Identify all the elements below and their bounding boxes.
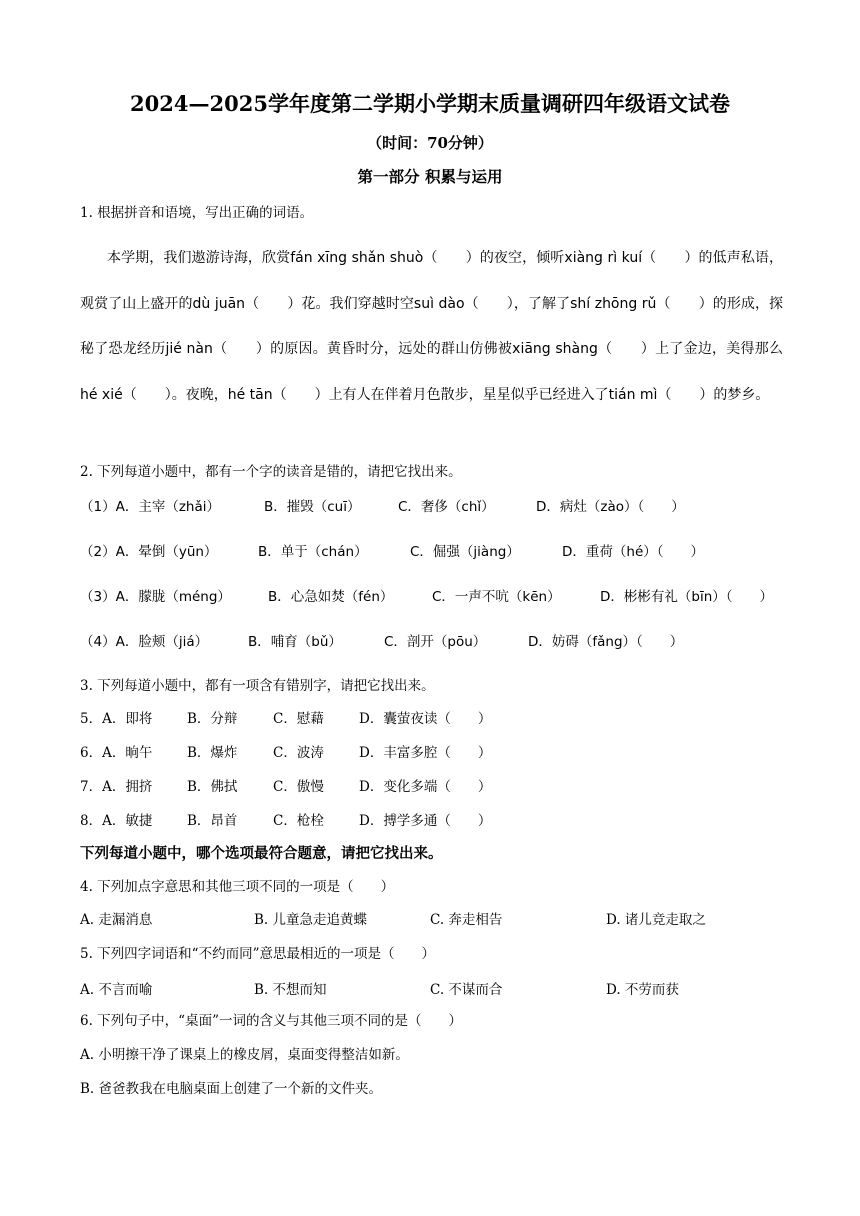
pinyin: shí zhōng rǔ — [570, 295, 657, 312]
option-d: D．重荷（hé）（ ） — [562, 544, 705, 560]
pinyin: tián mì — [608, 386, 658, 403]
option-b: B．佛拭 — [187, 779, 238, 795]
option-c: C. 奔走相告 — [430, 912, 503, 928]
q1-passage — [80, 236, 783, 418]
pinyin: fán xīng shǎn shuò — [290, 250, 424, 266]
option-d: D．囊萤夜读（ ） — [359, 711, 492, 727]
option-a: A. 走漏消息 — [80, 912, 153, 928]
pinyin: hé xié — [80, 386, 123, 403]
option-c: C．波涛 — [273, 745, 324, 761]
q3-stem: 3. 下列每道小题中，都有一项含有错别字，请把它找出来。 — [80, 678, 435, 694]
option-b: B. 儿童急走追黄蝶 — [254, 912, 368, 928]
option-b: B．昂首 — [187, 813, 238, 829]
passage-text: （ ）的低声私语，观赏了山上盛开的 — [80, 250, 784, 312]
q5-stem: 5. 下列四字词语和“不约而同”意思最相近的一项是（ ） — [80, 946, 435, 962]
option-d: D. 诸儿竞走取之 — [606, 912, 706, 928]
option-d: D．病灶（zào）（ ） — [536, 499, 685, 515]
passage-text: （ ）。夜晚， — [122, 386, 228, 403]
q6-stem: 6. 下列句子中，“桌面”一词的含义与其他三项不同的是（ ） — [80, 1013, 462, 1029]
option-c: C．慰藉 — [273, 711, 324, 727]
q1-stem: 1. 根据拼音和语境，写出正确的词语。 — [80, 205, 314, 221]
option-c: C. 不谋而合 — [430, 982, 503, 998]
pinyin: xiāng shàng — [512, 341, 598, 357]
option-b: B. 不想而知 — [254, 982, 327, 998]
option-b: B．分辩 — [187, 711, 238, 727]
option-a: （2）A．晕倒（yūn） — [80, 544, 218, 560]
pinyin: xiàng rì kuí — [564, 250, 643, 266]
pinyin: dù juān — [192, 295, 246, 312]
passage-text: （ ），了解了 — [464, 295, 571, 312]
option-a: 5．A．即将 — [80, 711, 153, 727]
option-a: （4）A．脸颊（jiá） — [80, 634, 209, 650]
pinyin: suì dào — [413, 295, 465, 312]
option-a: （1）A．主宰（zhǎi） — [80, 499, 220, 515]
pinyin: hé tān — [227, 386, 273, 403]
pinyin: jié nàn — [165, 341, 213, 357]
option-d: D．妨碍（fǎng）（ ） — [528, 634, 684, 650]
option-c: C．枪栓 — [273, 813, 324, 829]
passage-text: （ ）花。我们穿越时空 — [245, 295, 414, 312]
option-c: C．倔强（jiàng） — [410, 544, 520, 560]
passage-text: （ ）上了金边，美得那么 — [597, 341, 784, 357]
exam-title: 2024—2025学年度第二学期小学期末质量调研四年级语文试卷 — [130, 91, 730, 116]
q6-option-b: B. 爸爸教我在电脑桌面上创建了一个新的文件夹。 — [80, 1081, 383, 1097]
passage-text: （ ）的原因。黄昏时分，远处的群山仿佛被 — [212, 341, 513, 357]
option-d: D．丰富多腔（ ） — [359, 745, 492, 761]
option-b: B．摧毁（cuī） — [264, 499, 361, 515]
passage-text: （ ）的夜空，倾听 — [423, 250, 565, 266]
section-heading: 下列每道小题中，哪个选项最符合题意，请把它找出来。 — [80, 846, 443, 862]
q2-stem: 2. 下列每道小题中，都有一个字的读音是错的，请把它找出来。 — [80, 464, 462, 480]
option-c: C．傲慢 — [273, 779, 324, 795]
q6-option-a: A. 小明擦干净了课桌上的橡皮屑，桌面变得整洁如新。 — [80, 1047, 409, 1063]
passage-text: 本学期，我们遨游诗海，欣赏 — [107, 250, 291, 266]
passage-text: （ ）的形成，探秘了恐龙经历 — [80, 295, 784, 357]
part-heading: 第一部分 积累与运用 — [357, 167, 503, 186]
option-c: C．奢侈（chǐ） — [398, 499, 495, 515]
option-a: A. 不言而喻 — [80, 982, 153, 998]
option-b: B．爆炸 — [187, 745, 238, 761]
option-d: D. 不劳而获 — [606, 982, 679, 998]
option-a: （3）A．朦胧（méng） — [80, 589, 231, 605]
option-c: C．剖开（pōu） — [384, 634, 487, 650]
option-d: D．变化多端（ ） — [359, 779, 492, 795]
option-d: D．彬彬有礼（bīn）（ ） — [600, 589, 774, 605]
option-a: 6．A．晌午 — [80, 745, 153, 761]
option-c: C．一声不吭（kēn） — [432, 589, 561, 605]
option-a: 8．A．敏捷 — [80, 813, 153, 829]
exam-time: （时间：70分钟） — [367, 134, 493, 152]
q4-stem: 4. 下列加点字意思和其他三项不同的一项是（ ） — [80, 879, 395, 895]
option-b: B．哺育（bǔ） — [248, 634, 342, 650]
option-d: D．搏学多通（ ） — [359, 813, 492, 829]
passage-text: （ ）上有人在伴着月色散步，星星似乎已经进入了 — [272, 386, 609, 403]
option-b: B．单于（chán） — [258, 544, 368, 560]
passage-text: （ ）的梦乡。 — [657, 386, 770, 403]
option-a: 7．A．拥挤 — [80, 779, 153, 795]
option-b: B．心急如焚（fén） — [268, 589, 394, 605]
